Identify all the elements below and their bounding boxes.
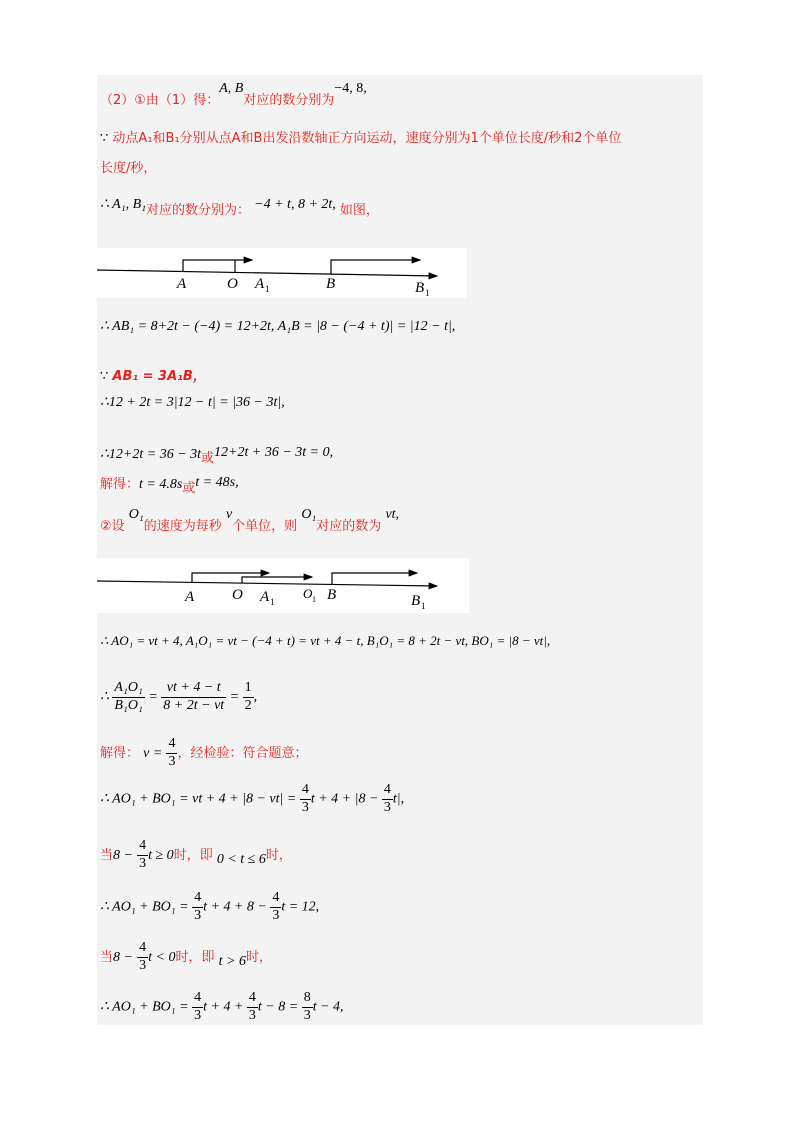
l10-o1: O₁ <box>128 507 144 522</box>
l9-math2: t = 48s, <box>195 475 239 490</box>
l14-frac1-num: 4 <box>300 782 311 800</box>
l18-frac3-den: 3 <box>303 1007 311 1023</box>
l10-o1b: O₁ <box>301 507 317 522</box>
label-a1-2: A <box>260 589 270 605</box>
label-a-2: A <box>185 589 195 605</box>
l16-pre: ∴ AO₁ + BO₁ = <box>100 899 189 915</box>
l7-math: ∴12 + 2t = 3|12 − t| = |36 − 3t|, <box>100 395 285 410</box>
line-1 <box>100 81 367 108</box>
l9-or: 或 <box>182 481 196 496</box>
l1-ab: A, B <box>219 81 244 96</box>
label-a1: A <box>255 276 265 292</box>
line-9 <box>100 475 239 496</box>
label-b1-sub-2: 1 <box>421 601 426 611</box>
l4-math1: ∴ A₁, B₁ <box>100 197 146 212</box>
l4-mid: 对应的数分别为： <box>146 203 251 218</box>
l15-b: 时，即 <box>173 847 213 863</box>
l14-mid: t + 4 + |8 − <box>310 791 379 807</box>
l11-math: ∴ AO₁ = vt + 4, A₁O₁ = vt − (−4 + t) = vt + 4 − t, B₁O₁ = 8 + 2t − vt, BO₁ = |8 − vt|, <box>100 633 551 648</box>
label-o1-sub: 1 <box>312 595 316 604</box>
l13-tail: ，经检验：符合题意； <box>177 745 308 761</box>
label-b1: B <box>415 280 425 296</box>
l12-frac2-num: vt + 4 − t <box>161 680 226 698</box>
line-3 <box>100 162 156 175</box>
l9-math1: t = 4.8s <box>139 477 183 492</box>
l16-frac2-num: 4 <box>270 890 281 908</box>
l12-frac2-den: 8 + 2t − vt <box>163 697 225 713</box>
l16-frac1-den: 3 <box>194 907 202 923</box>
l17-b: 时，即 <box>175 949 215 965</box>
l18-post: t − 4, <box>312 999 344 1015</box>
arrow-b-to-b1 <box>331 260 420 274</box>
number-line-figure-2 <box>97 558 469 613</box>
line-7 <box>100 396 285 410</box>
number-line-figure-1 <box>97 248 467 298</box>
l15-a: 当 <box>100 847 114 863</box>
l12-post: , <box>253 689 258 705</box>
l15-m1: 8 − <box>113 847 133 863</box>
l8-or: 或 <box>201 451 215 466</box>
label-a1-sub: 1 <box>265 284 270 294</box>
l18-mid2: t − 8 = <box>257 999 299 1015</box>
number-line-axis-2 <box>97 581 437 586</box>
l4-tail: 如图， <box>339 203 379 218</box>
line-10 <box>100 507 400 534</box>
l12-frac3-num: 1 <box>243 680 254 698</box>
l18-frac2-den: 3 <box>248 1007 256 1023</box>
number-line-axis-1 <box>97 270 437 276</box>
arrow-o-to-o1 <box>242 577 312 583</box>
line-16 <box>100 890 319 925</box>
label-o: O <box>227 276 238 292</box>
l12-frac1-num: A₁O₁ <box>112 680 144 698</box>
l10-c: 个单位，则 <box>232 519 298 534</box>
line-17 <box>100 940 272 975</box>
line-12 <box>100 680 257 715</box>
line-4 <box>100 197 379 218</box>
l18-frac1-den: 3 <box>194 1007 202 1023</box>
l16-mid: t + 4 + 8 − <box>203 899 267 915</box>
l13-frac-num: 4 <box>166 736 177 754</box>
l14-pre: ∴ AO₁ + BO₁ = vt + 4 + |8 − vt| = <box>100 791 297 807</box>
l17-frac-num: 4 <box>137 940 148 958</box>
arrow-a-to-a1-2 <box>192 573 269 583</box>
line-11 <box>100 634 550 647</box>
l12-frac3-den: 2 <box>244 697 252 713</box>
l17-m3: t > 6 <box>218 953 246 969</box>
arrow-a-to-a1 <box>183 260 252 272</box>
l16-frac1-num: 4 <box>192 890 203 908</box>
l12-frac1-den: B₁O₁ <box>114 697 143 713</box>
l12-pre: ∴ <box>100 689 109 705</box>
l3-text: 长度/秒， <box>100 161 157 176</box>
l17-a: 当 <box>100 949 114 965</box>
l5-math: ∴ AB₁ = 8+2t − (−4) = 12+2t, A₁B = |8 − (−4 + t)| = |12 − t|, <box>100 319 456 334</box>
l8-math1: ∴12+2t = 36 − 3t <box>100 447 202 462</box>
l14-frac2-num: 4 <box>382 782 393 800</box>
label-o1: O <box>303 586 313 601</box>
l1-val: −4, 8, <box>334 81 367 96</box>
l10-a: ②设 <box>100 519 125 534</box>
l10-d: 对应的数为 <box>316 519 382 534</box>
l18-frac2-num: 4 <box>247 990 258 1008</box>
label-b1-2: B <box>411 593 421 609</box>
l1-mid: 对应的数分别为 <box>243 93 335 108</box>
l18-frac1-num: 4 <box>192 990 203 1008</box>
line-13 <box>100 736 307 771</box>
l15-frac-den: 3 <box>139 855 147 871</box>
l16-frac2-den: 3 <box>272 907 280 923</box>
line-18 <box>100 990 344 1025</box>
label-a1-sub-2: 1 <box>270 597 275 607</box>
l15-m2: t ≥ 0 <box>148 847 174 863</box>
l14-frac1-den: 3 <box>301 799 309 815</box>
l9-label: 解得： <box>100 477 140 492</box>
l15-frac-num: 4 <box>137 838 148 856</box>
label-o-2: O <box>232 587 243 603</box>
label-b: B <box>326 276 336 292</box>
label-b-2: B <box>327 587 337 603</box>
l2-text: 动点A₁和B₁分别从点A和B出发沿数轴正方向运动，速度分别为1个单位长度/秒和2个单位 <box>112 131 622 146</box>
l18-pre: ∴ AO₁ + BO₁ = <box>100 999 189 1015</box>
l8-math2: 12+2t + 36 − 3t = 0, <box>214 445 334 460</box>
arrow-b-to-b1-2 <box>332 573 417 585</box>
l13-v: v = <box>143 745 163 761</box>
label-a: A <box>177 276 187 292</box>
label-b1-sub: 1 <box>425 288 430 298</box>
l15-c: 时， <box>265 847 292 863</box>
line-6 <box>100 370 206 383</box>
l6-because: ∵ <box>100 369 109 384</box>
l14-frac2-den: 3 <box>383 799 391 815</box>
l17-m1: 8 − <box>113 949 133 965</box>
l14-post: t|, <box>392 791 405 807</box>
l17-frac-den: 3 <box>139 957 147 973</box>
l17-c: 时， <box>245 949 272 965</box>
line-5 <box>100 320 455 334</box>
l10-vt: vt, <box>385 507 400 522</box>
l4-math2: −4 + t, 8 + 2t, <box>254 197 336 212</box>
l13-label: 解得： <box>100 745 140 761</box>
l6-text: AB₁ = 3A₁B， <box>112 369 206 384</box>
l15-m3: 0 < t ≤ 6 <box>216 851 266 867</box>
l16-post: t = 12, <box>281 899 320 915</box>
l2-because: ∵ <box>100 131 109 146</box>
l10-v: v <box>225 507 233 522</box>
line-2 <box>100 132 621 145</box>
l1-prefix: （2）①由（1）得： <box>100 93 220 108</box>
l18-mid: t + 4 + <box>203 999 244 1015</box>
l12-eq2: = <box>229 689 240 705</box>
l17-m2: t < 0 <box>148 949 176 965</box>
l18-frac3-num: 8 <box>302 990 313 1008</box>
l12-eq1: = <box>148 689 158 705</box>
line-8 <box>100 445 334 466</box>
line-15 <box>100 838 292 873</box>
l10-b: 的速度为每秒 <box>143 519 222 534</box>
l13-frac-den: 3 <box>168 753 176 769</box>
line-14 <box>100 782 404 817</box>
